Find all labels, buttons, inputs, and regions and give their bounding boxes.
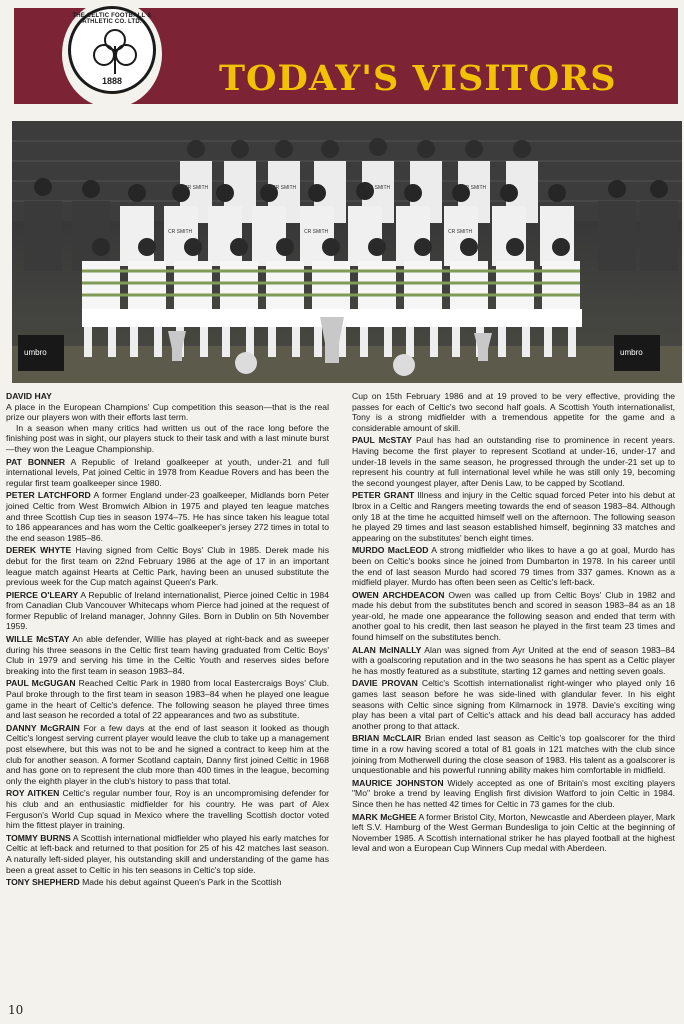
player-bio: Celtic's regular number four, Roy is an uncompromising defender for his club and an enthusiastic midfielder for his country. He was part of Alex Ferguson's World Cup squad in Mexico where the travelling Scottish doctor voted him the fittest player in training. bbox=[6, 788, 329, 831]
player-profile bbox=[352, 645, 675, 677]
player-name: WILLE McSTAY bbox=[6, 634, 70, 645]
player-profile bbox=[352, 545, 675, 587]
kit-bag-left bbox=[18, 335, 64, 371]
player-bio: Illness and injury in the Celtic squad forced Peter into his debut at Ibrox in a Celtic and Rangers meeting towards the end of season 1983–84. Although only 18 at the time he acquitted himself well on the afternoon. The following season he played 29 times and last season established himself, beginning 33 matches and appearing on the substitutes' bench eight times. bbox=[352, 490, 675, 543]
player-name: OWEN ARCHDEACON bbox=[352, 589, 445, 600]
left-column bbox=[6, 391, 329, 890]
football bbox=[235, 352, 257, 374]
player-bio: A Republic of Ireland internationalist, Pierce joined Celtic in 1984 from Canadian Club Vancouver Whitecaps whom Pierce had joined at the request of former Republic of Ireland manager, Johnny Giles. Born in Dublin on 5th November 1959. bbox=[6, 589, 329, 632]
player-name: PETER LATCHFORD bbox=[6, 490, 91, 501]
player-bio: A Scottish international midfielder who played his early matches for Celtic at left-back and returned to that position for 25 of his 42 matches last season. A naturally left-sided player, his outstanding skill and understanding of the game has been a great asset to Celtic in his ten seasons in Celtic's top side. bbox=[6, 832, 329, 875]
player-profile bbox=[352, 391, 675, 433]
player-bio: Cup on 15th February 1986 and at 19 proved to be very effective, providing the passes for each of Celtic's two second half goals. A Scottish Youth internationalist, Tony is a strong midfielder with a tremendous appetite for the game and a considerable amount of skill. bbox=[352, 391, 675, 433]
player-bio: Celtic's Scottish internationalist right-winger who played only 16 games last season before he was side-lined with glandular fever. In his eight seasons with Celtic since signing from Kilmarnock in 1978. Davie's exciting wing play has been a vital part of Celtic's attack and his dead ball accuracy has added another prong to that attack. bbox=[352, 678, 675, 731]
club-crest bbox=[62, 0, 162, 108]
right-column bbox=[352, 391, 675, 856]
player-profile bbox=[352, 490, 675, 543]
player-profile bbox=[6, 723, 329, 787]
player-profile bbox=[6, 457, 329, 489]
shamrock-icon bbox=[90, 26, 140, 76]
player-name: DAVID HAY bbox=[6, 391, 52, 401]
football bbox=[393, 354, 415, 376]
player-profile bbox=[6, 545, 329, 587]
player-bio: Made his debut against Queen's Park in the Scottish bbox=[82, 877, 282, 888]
player-bio: Brian ended last season as Celtic's top goalscorer for the third time in a row having scored a total of 81 goals in 121 matches with the club since joining from Motherwell during the close season of 1983. His talent as a goalscorer is unquestionable and his powerful running ability makes him comfortable in midfield. bbox=[352, 733, 676, 776]
svg-text:CR SMITH: CR SMITH bbox=[366, 185, 391, 191]
intro-paragraph: A place in the European Champions' Cup competition this season—that is the real prize our players won with their efforts last term. bbox=[6, 401, 329, 423]
player-profile bbox=[6, 877, 329, 888]
player-profile bbox=[6, 490, 329, 543]
page-number: 10 bbox=[8, 1003, 24, 1017]
player-name: ALAN McINALLY bbox=[352, 644, 422, 655]
crest-ring-text: THE CELTIC FOOTBALL & ATHLETIC CO. LTD. bbox=[72, 13, 152, 25]
player-name: MAURICE JOHNSTON bbox=[352, 777, 444, 788]
player-bio: Owen was called up from Celtic Boys' Club in 1982 and made his debut from the substitutes bench and scored in season 1983–84 as an 18 year-old, he made one appearance the following season and ended that term with another goal to his credit, then last season he played in the first team 23 times and found himself on the substitutes bench. bbox=[352, 589, 675, 643]
player-name: DANNY McGRAIN bbox=[6, 722, 80, 733]
player-name: TONY SHEPHERD bbox=[6, 877, 80, 888]
player-profile bbox=[6, 678, 329, 720]
player-name: BRIAN McCLAIR bbox=[352, 733, 422, 744]
player-name: PAUL McSTAY bbox=[352, 435, 413, 446]
player-name: PAUL McGUGAN bbox=[6, 678, 76, 689]
player-profile bbox=[352, 812, 675, 854]
player-bio: A strong midfielder who likes to have a go at goal, Murdo has been on Celtic's books since he joined from Dumbarton in 1978. In his career until the end of last season Murdo had scored 79 times from 337 games. Known as a midfield player. Murdo has often been seen as Celtic's left-back. bbox=[352, 545, 675, 588]
player-name: DAVIE PROVAN bbox=[352, 678, 418, 689]
svg-text:CR SMITH: CR SMITH bbox=[168, 229, 193, 235]
svg-text:CR SMITH: CR SMITH bbox=[448, 229, 473, 235]
team-photo bbox=[12, 121, 682, 383]
player-bio: A former England under-23 goalkeeper, Midlands born Peter joined Celtic from West Bromwich Albion in 1975 and played ten league matches and three Scottish Cup ties in season 1974–75. He has since taken his league total to 186 appearances and has worn the Celtic goalkeeper's jersey 272 times in total to the end season 1985–86. bbox=[6, 490, 329, 543]
kit-bag-right bbox=[614, 335, 660, 371]
player-name: ROY AITKEN bbox=[6, 788, 60, 799]
player-bio: A Republic of Ireland goalkeeper at youth, under-21 and full international levels, Pat joined Celtic in 1978 from Keadue Rovers and has been the regular first team goalkeeper since 1980. bbox=[6, 456, 329, 488]
svg-text:CR SMITH: CR SMITH bbox=[184, 185, 209, 191]
crest-ring bbox=[68, 6, 156, 94]
player-name: DEREK WHYTE bbox=[6, 545, 72, 556]
svg-text:CR SMITH: CR SMITH bbox=[272, 185, 297, 191]
player-name: PAT BONNER bbox=[6, 456, 66, 467]
player-bio: Reached Celtic Park in 1980 from local Eastercraigs Boys' Club. Paul broke through to the first team in season 1983–84 when he played one league game in the heart of Celtic's defence. The following season he played three times and last season he recorded a total of 22 appearances and two as substitute. bbox=[6, 678, 329, 721]
page-title: TODAY'S VISITORS bbox=[219, 58, 617, 99]
player-bio: Having signed from Celtic Boys' Club in 1985. Derek made his debut for the first team on 22nd February 1986 at the age of 17 in an important league match against Hearts at Celtic Park, having been an unused substitute the previous week for the Cup match against Queen's Park. bbox=[6, 545, 329, 588]
svg-text:CR SMITH: CR SMITH bbox=[462, 185, 487, 191]
team-photo-illustration bbox=[12, 121, 682, 383]
player-name: TOMMY BURNS bbox=[6, 832, 71, 843]
article-body bbox=[6, 391, 678, 981]
intro-paragraph: In a season when many critics had written us out of the race long before the finishing post was in sight, our players stuck to their task and with a last minute burst—they won the League Championship. bbox=[6, 422, 329, 454]
player-bio: Paul has had an outstanding rise to prominence in recent years. Having become the first player to represent Scotland at under-16, under-17 and under-18 levels in the same season, he progressed through the under-21 set up to represent his country at full international level while he was still only 19, becoming the second youngest player, after Denis Law, to be capped by Scotland. bbox=[352, 435, 676, 488]
player-profile bbox=[352, 733, 675, 775]
player-profile bbox=[6, 833, 329, 875]
player-profile bbox=[6, 634, 329, 676]
player-profile bbox=[352, 435, 675, 488]
player-name: MARK McGHEE bbox=[352, 811, 417, 822]
player-profile bbox=[6, 590, 329, 632]
player-profile bbox=[352, 678, 675, 731]
player-name: PETER GRANT bbox=[352, 490, 415, 501]
player-profile bbox=[352, 778, 675, 810]
player-bio: A former Bristol City, Morton, Newcastle and Aberdeen player, Mark left S.V. Hamburg of the West German Bundesliga to join Celtic at the beginning of November 1985. A Scottish international striker he has played football at the highest leval and won a European Cup Winners Cup medal with Aberdeen. bbox=[352, 811, 675, 854]
crest-year: 1888 bbox=[101, 76, 123, 86]
svg-text:CR SMITH: CR SMITH bbox=[304, 229, 329, 235]
player-bio: For a few days at the end of last season it looked as though Celtic's longest serving current player would leave the club to take up a management post elsewhere, but this was not to be and he signed a contract to keep him at the club for another season. A former Scotland captain, Danny first joined Celtic in 1968 and has gone on to represent the club more than 400 times in the league, becoming only the eighth player in the club's history to pass that total. bbox=[6, 722, 330, 786]
player-profile bbox=[352, 590, 675, 643]
svg-text:umbro: umbro bbox=[620, 348, 643, 357]
player-profile bbox=[6, 391, 329, 455]
player-name: MURDO MacLEOD bbox=[352, 545, 429, 556]
player-name: PIERCE O'LEARY bbox=[6, 589, 79, 600]
svg-text:umbro: umbro bbox=[24, 348, 47, 357]
player-bio: Widely accepted as one of Britain's most exciting players "Mo" broke a trend by leaving English first division Watford to join Celtic in 1984. Since then he has netted 42 times for Celtic in 73 games for the club. bbox=[352, 777, 676, 809]
player-bio: An able defender, Willie has played at right-back and as sweeper during his three seasons in the Celtic first team having graduated from Celtic Boys' Club in 1979 and serving his time in the Celtic Youth and reserves sides before breaking into the first team in season 1983–84. bbox=[6, 634, 329, 676]
player-bio: Alan was signed from Ayr United at the end of season 1983–84 with a goalscoring reputation and in the two seasons he has spent as a Celtic player he has mostly featured as a substitute, starting 12 games and netting seven goals. bbox=[352, 644, 675, 676]
player-profile bbox=[6, 788, 329, 830]
